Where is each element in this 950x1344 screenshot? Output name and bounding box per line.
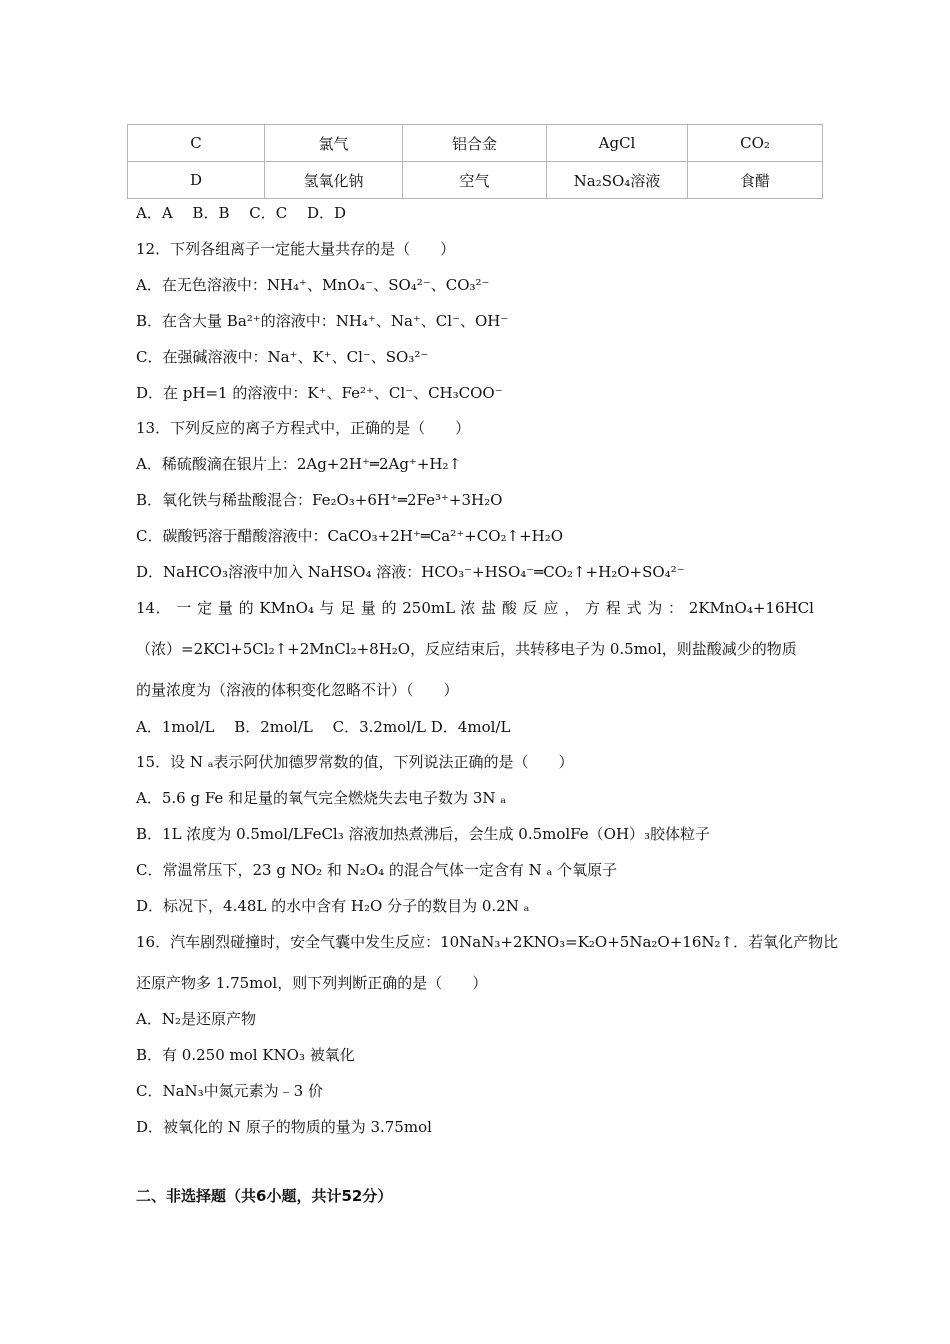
q14-word: 与 — [319, 599, 335, 617]
q11-options: A．A B．B C．C D．D — [136, 204, 347, 222]
q14-word: 为 — [647, 599, 663, 617]
table-row — [128, 125, 823, 162]
q13-option-d: D．NaHCO₃溶液中加入 NaHSO₄ 溶液：HCO₃⁻+HSO₄⁻═CO₂↑+H₂O+SO₄²⁻ — [136, 563, 685, 581]
q15-option-a: A．5.6 g Fe 和足量的氧气完全燃烧失去电子数为 3N ₐ — [136, 789, 507, 807]
table-cell: 氢氧化钠 — [265, 162, 403, 199]
section-heading: 二、非选择题（共6小题，共计52分） — [136, 1187, 393, 1205]
q14-word: 定 — [197, 599, 213, 617]
q14-word: 的 — [238, 599, 255, 617]
q12-option-b: B．在含大量 Ba²⁺的溶液中：NH₄⁺、Na⁺、Cl⁻、OH⁻ — [136, 312, 509, 330]
q13-stem: 13．下列反应的离子方程式中，正确的是（ ） — [136, 419, 471, 437]
q14-word: 一 — [176, 599, 192, 617]
q14-word: 量 — [217, 599, 234, 617]
q14-word: 的 — [381, 599, 397, 617]
table-cell: Na₂SO₄溶液 — [547, 162, 688, 199]
q16-stem-line-1: 16．汽车剧烈碰撞时，安全气囊中发生反应：10NaN₃+2KNO₃=K₂O+5Na₂O+16N₂↑．若氧化产物比 — [136, 933, 839, 951]
q15-stem: 15．设 N ₐ表示阿伏加德罗常数的值，下列说法正确的是（ ） — [136, 753, 574, 771]
q12-option-d: D．在 pH=1 的溶液中：K⁺、Fe²⁺、Cl⁻、CH₃COO⁻ — [136, 384, 503, 402]
q14-options: A．1mol/L B．2mol/L C．3.2mol/L D．4mol/L — [136, 718, 511, 736]
q14-word: ： — [668, 599, 684, 617]
q15-option-c: C．常温常压下，23 g NO₂ 和 N₂O₄ 的混合气体一定含有 N ₐ 个氧原子 — [136, 861, 618, 879]
q15-option-b: B．1L 浓度为 0.5mol/LFeCl₃ 溶液加热煮沸后，会生成 0.5molFe（OH）₃胶体粒子 — [136, 825, 711, 843]
q12-option-a: A．在无色溶液中：NH₄⁺、MnO₄⁻、SO₄²⁻、CO₃²⁻ — [136, 276, 490, 294]
table-cell: D — [128, 162, 265, 199]
q14-word: 量 — [360, 599, 377, 617]
q14-word: 14． — [136, 599, 172, 617]
table-cell: 铝合金 — [403, 125, 547, 162]
q13-option-a: A．稀硫酸滴在银片上：2Ag+2H⁺═2Ag⁺+H₂↑ — [136, 455, 462, 473]
q16-option-c: C．NaN₃中氮元素为﹣3 价 — [136, 1082, 323, 1100]
q13-option-b: B．氧化铁与稀盐酸混合：Fe₂O₃+6H⁺═2Fe³⁺+3H₂O — [136, 491, 503, 509]
q14-word: 2KMnO₄+16HCl — [688, 599, 814, 617]
q14-word: 方 — [584, 599, 601, 617]
q14-word: 式 — [626, 599, 642, 617]
table-cell: 食醋 — [688, 162, 823, 199]
q14-word: 反 — [522, 599, 539, 617]
q15-option-d: D．标况下，4.48L 的水中含有 H₂O 分子的数目为 0.2N ₐ — [136, 897, 530, 915]
q14-word: 盐 — [481, 599, 497, 617]
table-cell: C — [128, 125, 265, 162]
table-cell: 空气 — [403, 162, 547, 199]
table-cell: AgCl — [547, 125, 688, 162]
q14-word: KMnO₄ — [259, 599, 314, 617]
q16-option-b: B．有 0.250 mol KNO₃ 被氧化 — [136, 1046, 355, 1064]
q14-word: 250mL — [402, 599, 456, 617]
q14-word: ， — [564, 599, 580, 617]
table-cell: CO₂ — [688, 125, 823, 162]
q13-option-c: C．碳酸钙溶于醋酸溶液中：CaCO₃+2H⁺═Ca²⁺+CO₂↑+H₂O — [136, 527, 564, 545]
q14-word: 酸 — [501, 599, 518, 617]
q14-word: 浓 — [460, 599, 476, 617]
q14-word: 程 — [605, 599, 622, 617]
q12-option-c: C．在强碱溶液中：Na⁺、K⁺、Cl⁻、SO₃²⁻ — [136, 348, 429, 366]
table-cell: 氯气 — [265, 125, 403, 162]
table-row — [128, 162, 823, 199]
q14-stem-line-1 — [136, 598, 814, 618]
answer-option-table — [127, 124, 823, 199]
q12-stem: 12．下列各组离子一定能大量共存的是（ ） — [136, 240, 456, 258]
q14-word: 足 — [339, 599, 356, 617]
q16-option-d: D．被氧化的 N 原子的物质的量为 3.75mol — [136, 1118, 432, 1136]
q14-stem-line-3: 的量浓度为（溶液的体积变化忽略不计）（ ） — [136, 681, 459, 699]
q14-word: 应 — [543, 599, 559, 617]
q14-stem-line-2: （浓）=2KCl+5Cl₂↑+2MnCl₂+8H₂O，反应结束后，共转移电子为 0.5mol，则盐酸减少的物质 — [136, 640, 797, 658]
q16-stem-line-2: 还原产物多 1.75mol，则下列判断正确的是（ ） — [136, 974, 488, 992]
q16-option-a: A．N₂是还原产物 — [136, 1010, 256, 1028]
